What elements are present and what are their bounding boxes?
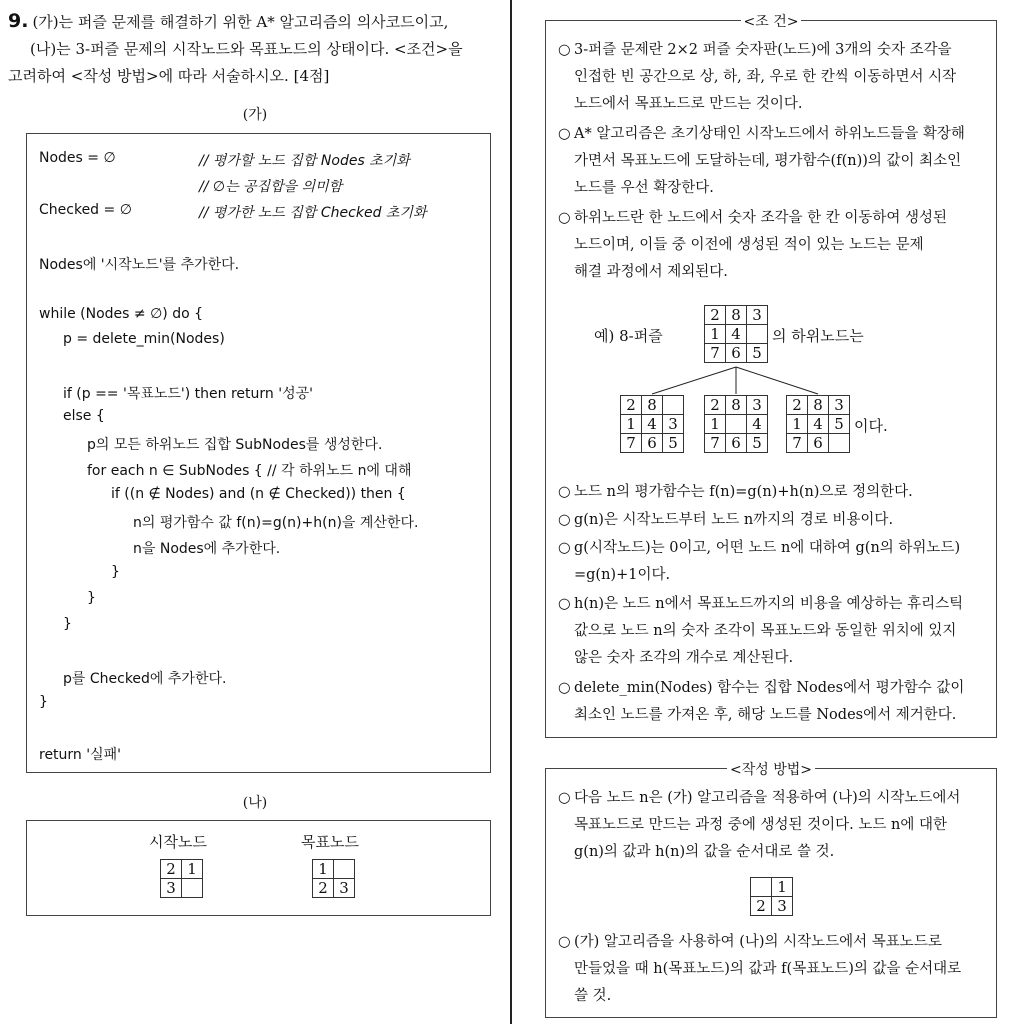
question-line-3: 고려하여 <작성 방법>에 따라 서술하시오. [4점] <box>8 67 330 85</box>
grid-cell <box>182 879 203 898</box>
code-comment: // ∅는 공집합을 의미함 <box>199 179 343 195</box>
tree-connectors <box>546 21 998 471</box>
code-line: Nodes에 '시작노드'를 추가한다. <box>39 257 240 273</box>
goal-node-grid <box>312 859 355 898</box>
code-line: Checked = ∅ <box>39 202 132 218</box>
grid-cell: 2 <box>313 879 334 898</box>
method-item-2: ○ (가) 알고리즘을 사용하여 (나)의 시작노드에서 목표노드로 만들었을 때 h(목표노드)의 값과 f(목표노드)의 값을 순서대로 쓸 것. <box>558 934 962 1004</box>
code-line: while (Nodes ≠ ∅) do { <box>39 306 204 322</box>
code-line: p의 모든 하위노드 집합 SubNodes를 생성한다. <box>87 437 383 453</box>
example-mid-text: 의 하위노드는 <box>772 327 864 345</box>
code-line: if ((n ∉ Nodes) and (n ∉ Checked)) then { <box>111 486 406 502</box>
method-item-1: ○ 다음 노드 n은 (가) 알고리즘을 적용하여 (나)의 시작노드에서 목표노드로 만드는 과정 중에 생성된 것이다. 노드 n에 대한 g(n)의 값과 h(n)의 값을 순서대로 쓸 것. <box>558 790 961 860</box>
grid-cell: 2 <box>161 860 182 879</box>
question-header <box>8 8 498 90</box>
grid-cell: 3 <box>334 879 355 898</box>
condition-item-1: ○ 3-퍼즐 문제란 2×2 퍼즐 숫자판(노드)에 3개의 숫자 조각을 인접한 빈 공간으로 상, 하, 좌, 우로 한 칸씩 이동하면서 시작 노드에서 목표노드로 만드는 것이다. <box>558 42 957 112</box>
method-title: <작성 방법> <box>546 759 996 779</box>
tree-edge <box>652 367 736 394</box>
question-text-1: (가)는 퍼즐 문제를 해결하기 위한 A* 알고리즘의 의사코드이고, <box>32 13 449 31</box>
example-child-grid-2: 2 8 3 1 4 7 6 5 <box>704 395 768 453</box>
code-line: return '실패' <box>39 747 122 763</box>
condition-item-4: ○ 노드 n의 평가함수는 f(n)=g(n)+h(n)으로 정의한다. <box>558 484 913 500</box>
condition-item-5: ○ g(n)은 시작노드부터 노드 n까지의 경로 비용이다. <box>558 512 894 528</box>
condition-item-8: ○ delete_min(Nodes) 함수는 집합 Nodes에서 평가함수 값이 최소인 노드를 가져온 후, 해당 노드를 Nodes에서 제거한다. <box>558 680 965 723</box>
grid-cell: 3 <box>161 879 182 898</box>
code-line: n을 Nodes에 추가한다. <box>133 541 281 557</box>
code-line: } <box>63 616 72 632</box>
method-box <box>545 762 997 1018</box>
code-line: } <box>87 590 96 606</box>
tree-edge <box>736 367 818 394</box>
code-line: n의 평가함수 값 f(n)=g(n)+h(n)을 계산한다. <box>133 515 419 531</box>
condition-item-6: ○ g(시작노드)는 0이고, 어떤 노드 n에 대하여 g(n의 하위노드) =g(n)+1이다. <box>558 540 961 583</box>
question-line-2: (나)는 3-퍼즐 문제의 시작노드와 목표노드의 상태이다. <조건>을 <box>30 40 463 58</box>
code-line: else { <box>63 408 105 424</box>
puzzle-state-box <box>26 820 491 916</box>
goal-node-label: 목표노드 <box>301 833 359 851</box>
condition-item-2: ○ A* 알고리즘은 초기상태인 시작노드에서 하위노드들을 확장해 가면서 목표노드에 도달하는데, 평가함수(f(n))의 값이 최소인 노드를 우선 확장한다. <box>558 126 965 196</box>
question-line-1 <box>8 8 498 36</box>
code-comment: // 평가할 노드 집합 Nodes 초기화 <box>199 153 410 169</box>
code-line: for each n ∈ SubNodes { // 각 하위노드 n에 대해 <box>87 463 412 479</box>
grid-cell <box>334 860 355 879</box>
conditions-title: <조 건> <box>546 11 996 31</box>
code-line: } <box>111 564 120 580</box>
example-parent-grid: 2 8 3 1 4 7 6 5 <box>704 305 768 363</box>
grid-cell: 1 <box>182 860 203 879</box>
grid-cell: 1 <box>313 860 334 879</box>
example-prefix: 예) 8-퍼즐 <box>594 327 663 345</box>
example-suffix: 이다. <box>854 417 888 435</box>
label-na: (나) <box>242 795 268 811</box>
pseudocode-box <box>26 133 491 773</box>
example-child-grid-3: 2 8 3 1 4 5 7 6 <box>786 395 850 453</box>
start-node-grid <box>160 859 203 898</box>
question-number: 9. <box>8 10 29 32</box>
conditions-box <box>545 14 997 738</box>
column-divider <box>510 0 512 1024</box>
code-comment: // 평가한 노드 집합 Checked 초기화 <box>199 205 427 221</box>
start-node-label: 시작노드 <box>149 833 207 851</box>
code-line: if (p == '목표노드') then return '성공' <box>63 386 313 402</box>
node-n-grid: 1 2 3 <box>750 877 793 916</box>
code-line: p = delete_min(Nodes) <box>63 331 225 347</box>
code-line: } <box>39 694 48 710</box>
code-line: p를 Checked에 추가한다. <box>63 671 227 687</box>
label-ga: (가) <box>242 107 268 123</box>
condition-item-3: ○ 하위노드란 한 노드에서 숫자 조각을 한 칸 이동하여 생성된 노드이며, 이들 중 이전에 생성된 적이 있는 노드는 문제 해결 과정에서 제외된다. <box>558 210 948 280</box>
example-child-grid-1: 2 8 1 4 3 7 6 5 <box>620 395 684 453</box>
code-line: Nodes = ∅ <box>39 150 116 166</box>
condition-item-7: ○ h(n)은 노드 n에서 목표노드까지의 비용을 예상하는 휴리스틱 값으로 노드 n의 숫자 조각이 목표노드와 동일한 위치에 있지 않은 숫자 조각의 개수로 계산된다. <box>558 596 964 666</box>
